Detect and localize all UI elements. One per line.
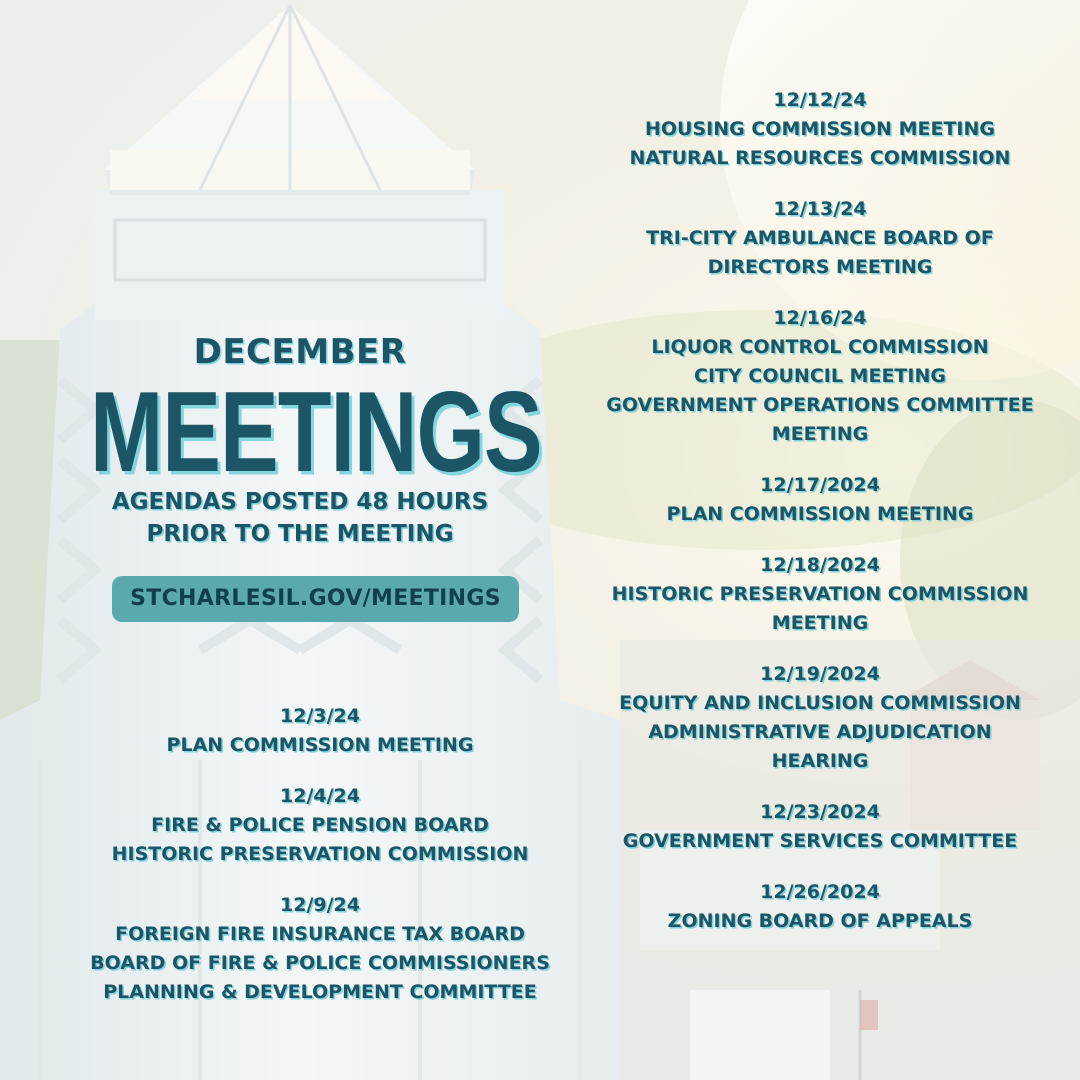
meeting-date: 12/18/2024 [760,554,880,576]
meeting-item: HISTORIC PRESERVATION COMMISSION [611,583,1029,605]
meeting-item: FOREIGN FIRE INSURANCE TAX BOARD [115,923,525,945]
meeting-date: 12/19/2024 [760,663,880,685]
schedule-group [20,891,620,1007]
meeting-date: 12/16/24 [773,307,867,329]
meeting-item: CITY COUNCIL MEETING [694,365,946,387]
meeting-item: GOVERNMENT SERVICES COMMITTEE [622,830,1018,852]
month-kicker: DECEMBER [193,332,407,372]
meeting-item: PLAN COMMISSION MEETING [666,503,974,525]
meeting-item: BOARD OF FIRE & POLICE COMMISSIONERS [90,952,550,974]
meetings-url-link[interactable]: STCHARLESIL.GOV/MEETINGS [112,576,519,622]
schedule-group [560,798,1080,856]
schedule-group [560,551,1080,638]
meeting-item: TRI-CITY AMBULANCE BOARD OF [646,227,994,249]
meeting-item: ZONING BOARD OF APPEALS [667,910,973,932]
right-schedule [560,86,1080,958]
meeting-date: 12/23/2024 [760,801,880,823]
agenda-note-line-2: PRIOR TO THE MEETING [146,521,454,547]
left-schedule [20,702,620,1029]
meeting-item: NATURAL RESOURCES COMMISSION [629,147,1011,169]
meeting-date: 12/9/24 [280,894,360,916]
meeting-date: 12/4/24 [280,785,360,807]
agenda-note-line-1: AGENDAS POSTED 48 HOURS [111,489,489,515]
meeting-item: LIQUOR CONTROL COMMISSION [651,336,989,358]
page-title: MEETINGS [90,366,542,496]
schedule-group [560,660,1080,776]
schedule-group [560,304,1080,449]
meeting-item: GOVERNMENT OPERATIONS COMMITTEE [606,394,1034,416]
schedule-group [560,878,1080,936]
meeting-item: MEETING [771,612,869,634]
meeting-item: PLANNING & DEVELOPMENT COMMITTEE [103,981,537,1003]
schedule-group [560,195,1080,282]
meeting-date: 12/26/2024 [760,881,880,903]
meeting-item: ADMINISTRATIVE ADJUDICATION [648,721,992,743]
schedule-group [560,86,1080,173]
meeting-item: HISTORIC PRESERVATION COMMISSION [111,843,529,865]
schedule-group [560,471,1080,529]
meeting-date: 12/17/2024 [760,474,880,496]
meeting-item: HOUSING COMMISSION MEETING [645,118,995,140]
meeting-item: EQUITY AND INCLUSION COMMISSION [619,692,1021,714]
meeting-item: PLAN COMMISSION MEETING [166,734,474,756]
title-block [90,332,542,550]
schedule-group [20,702,620,760]
meeting-item: MEETING [771,423,869,445]
schedule-group [20,782,620,869]
meeting-item: DIRECTORS MEETING [707,256,933,278]
meeting-date: 12/12/24 [773,89,867,111]
meeting-date: 12/13/24 [773,198,867,220]
meeting-date: 12/3/24 [280,705,360,727]
meeting-item: HEARING [771,750,869,772]
meeting-item: FIRE & POLICE PENSION BOARD [151,814,489,836]
